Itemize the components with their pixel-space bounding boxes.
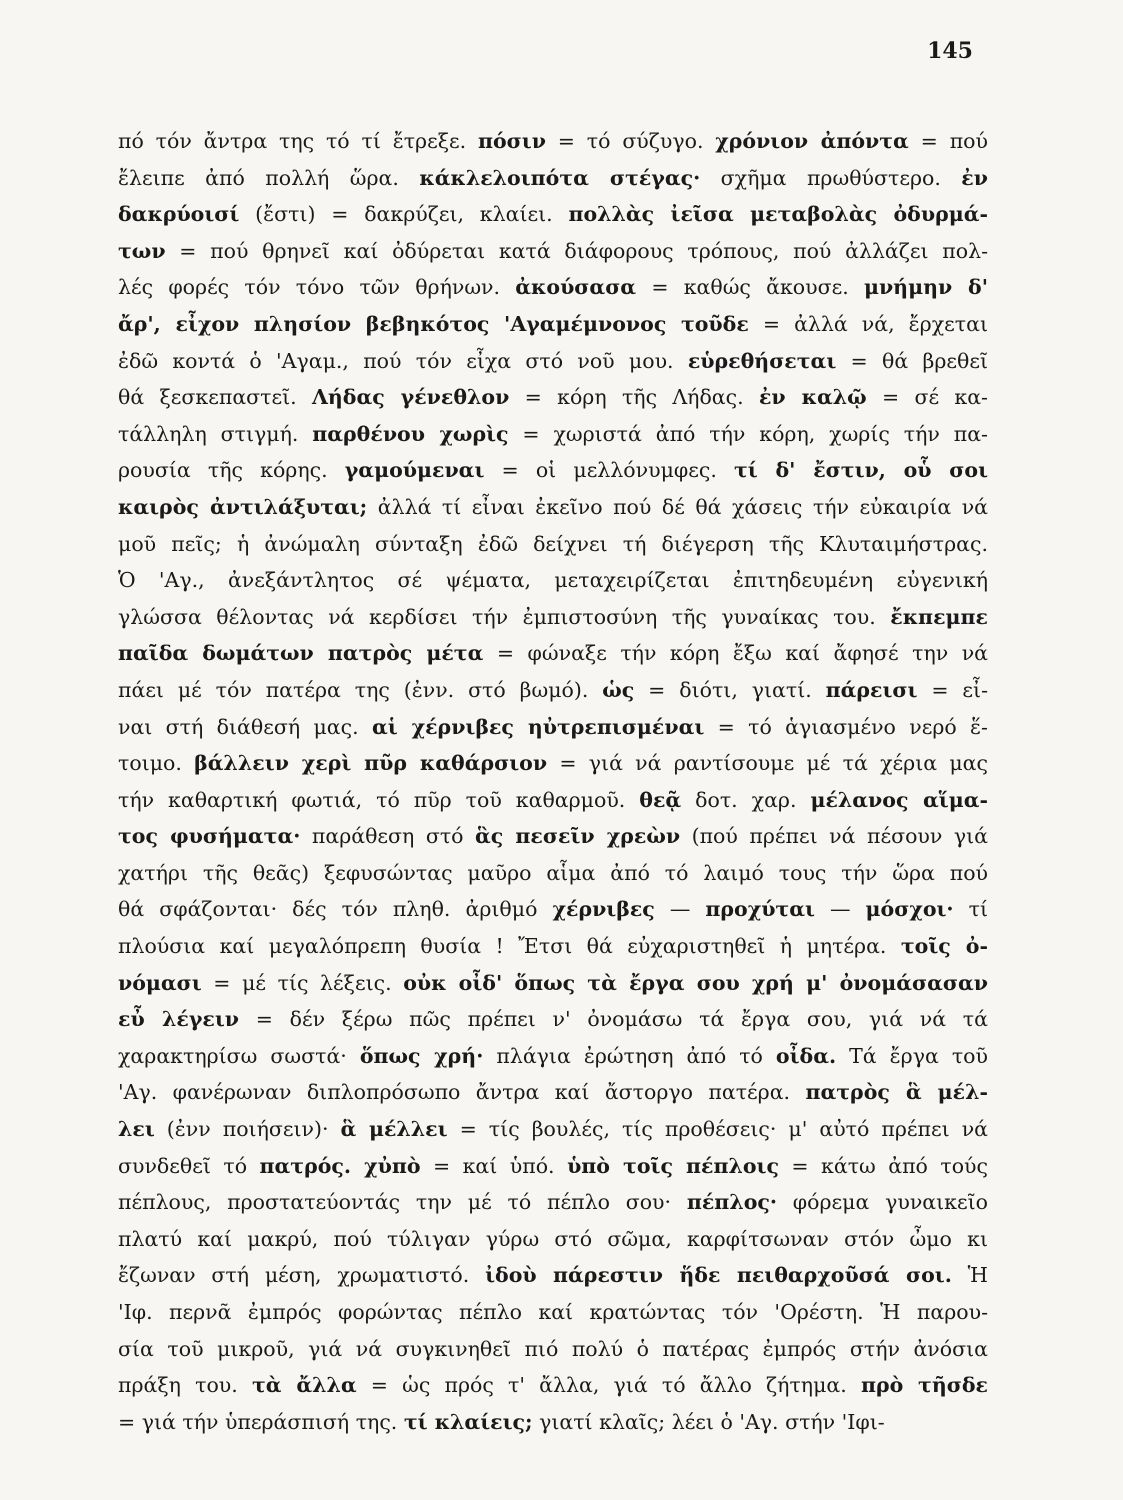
text-line — [118, 1001, 988, 1038]
text-line — [118, 855, 988, 892]
text-segment: παράθεση στό — [300, 824, 476, 849]
text-segment: = φώναξε τήν κόρη ἔξω καί ἄφησέ την νά — [483, 641, 988, 666]
text-segment: Ὁ 'Αγ., ἀνεξάντλητος σέ ψέματα, μεταχειρίζεται ἐπιτηδευμένη εὐγενική — [118, 568, 988, 593]
page-number: 145 — [927, 38, 973, 64]
bold-lemma: πέπλος· — [686, 1190, 777, 1215]
text-line — [118, 672, 988, 709]
bold-lemma: αἱ χέρνιβες ηὐτρεπισμέναι — [371, 714, 705, 739]
text-line — [118, 196, 988, 233]
text-segment: πράξη του. — [118, 1373, 252, 1398]
text-line — [118, 1184, 988, 1221]
text-segment: συνδεθεῖ τό — [118, 1153, 260, 1178]
text-line — [118, 965, 988, 1002]
text-segment: θά σφάζονται· δές τόν πληθ. ἀριθμό — [118, 897, 553, 922]
text-line — [118, 526, 988, 563]
text-segment: πλάγια ἐρώτηση ἀπό τό — [483, 1043, 776, 1068]
text-segment: 'Αγ. φανέρωναν διπλοπρόσωπο ἄντρα καί ἄστοργο πατέρα. — [118, 1080, 806, 1105]
text-line — [118, 1367, 988, 1404]
text-segment: 'Ιφ. περνᾶ ἐμπρός φορώντας πέπλο καί κρατώντας τόν 'Ορέστη. Ἡ παρου- — [118, 1300, 988, 1324]
bold-lemma: ὅπως χρή· — [359, 1043, 484, 1068]
text-line — [118, 379, 988, 416]
text-segment: = κόρη τῆς Λήδας. — [509, 385, 759, 410]
bold-lemma: ὑπὸ τοῖς πέπλοις — [567, 1153, 779, 1178]
text-segment: δοτ. χαρ. — [681, 787, 811, 812]
bold-lemma: καιρὸς ἀντιλάξυται; — [118, 494, 368, 519]
text-segment: λές φορές τόν τόνο τῶν θρήνων. — [118, 275, 516, 300]
text-segment: χατήρι τῆς θεᾶς) ξεφυσώντας μαῦρο αἷμα ἀπό τό λαιμό τους τήν ὥρα πού — [118, 860, 988, 885]
bold-lemma: των — [118, 238, 166, 263]
text-segment: πλατύ καί μακρύ, πού τύλιγαν γύρω στό σῶμα, καρφίτσωναν στόν ὦμο κι — [118, 1226, 988, 1251]
text-line — [118, 1294, 988, 1331]
text-segment: = πού θρηνεῖ καί ὀδύρεται κατά διάφορους τρόπους, πού ἀλλάζει πολ- — [165, 238, 988, 263]
text-line — [118, 635, 988, 672]
text-line — [118, 1404, 988, 1441]
text-line — [118, 782, 988, 819]
bold-lemma: ἔκπεμπε — [890, 604, 988, 629]
text-segment: — — [654, 897, 706, 922]
text-segment: χαρακτηρίσω σωστά· — [118, 1043, 360, 1068]
text-line — [118, 1221, 988, 1258]
text-segment: = οἱ μελλόνυμφες. — [484, 458, 735, 483]
bold-lemma: ὡς — [602, 677, 635, 702]
bold-lemma: λει — [118, 1117, 155, 1142]
bold-lemma: γαμούμεναι — [344, 458, 485, 483]
bold-lemma: προχύται — [705, 897, 815, 922]
bold-lemma: οὐκ οἶδ' ὅπως τὰ ἔργα σου χρή μ' ὀνομάσασαν — [403, 970, 988, 995]
text-line — [118, 1111, 988, 1148]
text-segment: = θά βρεθεῖ — [836, 348, 988, 373]
bold-lemma: δακρύοισί — [118, 202, 240, 227]
bold-lemma: θεᾷ — [639, 787, 682, 812]
bold-lemma: μνήμην δ' — [863, 275, 988, 300]
bold-lemma: τος φυσήματα· — [118, 824, 301, 849]
text-line — [118, 233, 988, 270]
bold-lemma: ἐν — [961, 165, 988, 190]
text-segment: = τό ἁγιασμένο νερό ἕ- — [704, 714, 988, 739]
text-segment: τάλληλη στιγμή. — [118, 421, 313, 446]
text-segment: ρουσία τῆς κόρης. — [118, 458, 345, 483]
text-line — [118, 1257, 988, 1294]
text-line — [118, 562, 988, 599]
bold-lemma: πρὸ τῆσδε — [860, 1373, 988, 1398]
text-segment: πό τόν ἄντρα της τό τί ἔτρεξε. — [118, 129, 478, 153]
text-line — [118, 599, 988, 636]
text-segment: ἐδῶ κοντά ὁ 'Αγαμ., πού τόν εἶχα στό νοῦ μου. — [118, 348, 688, 373]
bold-lemma: ἐν καλῷ — [758, 385, 867, 410]
text-segment: τήν καθαρτική φωτιά, τό πῦρ τοῦ καθαρμοῦ. — [118, 787, 640, 812]
bold-lemma: οἶδα. — [775, 1043, 837, 1068]
text-segment: Ἡ — [951, 1263, 988, 1288]
bold-lemma: βάλλειν χερὶ πῦρ καθάρσιον — [194, 751, 548, 776]
text-segment: — — [814, 897, 866, 922]
text-segment: = μέ τίς λέξεις. — [201, 970, 404, 995]
text-segment: τί — [953, 897, 988, 922]
text-segment: σία τοῦ μικροῦ, γιά νά συγκινηθεῖ πιό πολύ ὁ πατέρας ἐμπρός στήν ἀνόσια — [118, 1336, 988, 1361]
text-segment: = γιά τήν ὑπεράσπισή της. — [118, 1409, 404, 1434]
bold-lemma: πάρεισι — [825, 677, 918, 702]
bold-lemma: χρόνιον ἀπόντα — [715, 129, 909, 153]
text-segment: = καί ὑπό. — [420, 1153, 568, 1178]
bold-lemma: τί κλαίεις; — [403, 1409, 533, 1434]
text-segment: = τό σύζυγο. — [545, 129, 716, 153]
bold-lemma: εὑρεθήσεται — [687, 348, 837, 373]
text-segment: σχῆμα πρωθύστερο. — [700, 165, 962, 190]
bold-lemma: ἰδοὺ πάρεστιν ἥδε πειθαρχοῦσά σοι. — [485, 1263, 952, 1288]
text-line — [118, 818, 988, 855]
text-line — [118, 709, 988, 746]
text-line — [118, 891, 988, 928]
bold-lemma: χέρνιβες — [552, 897, 655, 922]
bold-lemma: τί δ' ἔστιν, οὗ σοι — [734, 458, 988, 483]
text-segment: = πού — [908, 129, 988, 153]
text-line — [118, 416, 988, 453]
bold-lemma: ἀκούσασα — [515, 275, 637, 300]
text-segment: Τά ἔργα τοῦ — [836, 1043, 988, 1068]
text-segment: = τίς βουλές, τίς προθέσεις· μ' αὐτό πρέπει νά — [447, 1117, 988, 1142]
text-segment: (ἐνν ποιήσειν)· — [154, 1117, 341, 1142]
bold-lemma: ἃς πεσεῖν χρεὼν — [475, 824, 681, 849]
text-line — [118, 489, 988, 526]
text-segment: ναι στή διάθεσή μας. — [118, 714, 372, 739]
bold-lemma: πατρὸς ἃ μέλ- — [805, 1080, 988, 1105]
text-segment: φόρεμα γυναικεῖο — [776, 1190, 988, 1215]
bold-lemma: πολλὰς ἰεῖσα μεταβολὰς ὀδυρμά- — [568, 202, 988, 227]
text-line — [118, 123, 988, 160]
text-line — [118, 452, 988, 489]
text-segment: μοῦ πεῖς; ἡ ἀνώμαλη σύνταξη ἐδῶ δείχνει τή διέγερση τῆς Κλυταιμήστρας. — [118, 531, 988, 556]
bold-lemma: Λήδας γένεθλον — [312, 385, 510, 410]
text-line — [118, 343, 988, 380]
text-segment: = διότι, γιατί. — [634, 677, 826, 702]
text-segment: = καθώς ἄκουσε. — [636, 275, 864, 300]
text-segment: θά ξεσκεπαστεῖ. — [118, 385, 312, 410]
bold-lemma: πατρός. χὐπὸ — [259, 1153, 421, 1178]
bold-lemma: πόσιν — [478, 129, 546, 153]
text-segment: πέπλους, προστατεύοντάς την μέ τό πέπλο σου· — [118, 1190, 687, 1215]
bold-lemma: ἄρ', εἶχον πλησίον βεβηκότος 'Αγαμέμνονος τοῦδε — [118, 311, 749, 336]
text-line — [118, 269, 988, 306]
text-segment: ἔζωναν στή μέση, χρωματιστό. — [118, 1263, 486, 1288]
bold-lemma: νόμασι — [118, 970, 202, 995]
bold-lemma: παῖδα δωμάτων πατρὸς μέτα — [118, 641, 484, 666]
text-line — [118, 1148, 988, 1185]
bold-lemma: μέλανος αἵμα- — [810, 787, 988, 812]
text-segment: (πού πρέπει νά πέσουν γιά — [680, 824, 988, 849]
text-line — [118, 1074, 988, 1111]
text-line — [118, 306, 988, 343]
text-segment: (ἔστι) = δακρύζει, κλαίει. — [239, 202, 569, 227]
text-line — [118, 160, 988, 197]
text-line — [118, 745, 988, 782]
text-line — [118, 1038, 988, 1075]
text-segment: = γιά νά ραντίσουμε μέ τά χέρια μας — [547, 751, 988, 776]
bold-lemma: μόσχοι· — [865, 897, 954, 922]
text-segment: πάει μέ τόν πατέρα της (ἐνν. στό βωμό). — [118, 677, 603, 702]
text-line — [118, 928, 988, 965]
text-segment: = ὡς πρός τ' ἄλλα, γιά τό ἄλλο ζήτημα. — [356, 1373, 861, 1398]
bold-lemma: παρθένου χωρὶς — [312, 421, 509, 446]
commentary-text — [118, 123, 988, 1440]
bold-lemma: κάκλελοιπότα στέγας· — [419, 165, 701, 190]
text-segment: = εἶ- — [917, 677, 988, 702]
text-segment: γιατί κλαῖς; λέει ὁ 'Αγ. στήν 'Ιφι- — [532, 1409, 885, 1434]
bold-lemma: τὰ ἄλλα — [251, 1373, 357, 1398]
text-segment: γλώσσα θέλοντας νά κερδίσει τήν ἐμπιστοσύνη τῆς γυναίκας του. — [118, 604, 891, 629]
text-segment: = δέν ξέρω πῶς πρέπει ν' ὀνομάσω τά ἔργα σου, γιά νά τά — [239, 1007, 988, 1032]
text-segment: = ἀλλά νά, ἔρχεται — [748, 311, 988, 336]
text-segment: τοιμο. — [118, 751, 195, 776]
bold-lemma: ἃ μέλλει — [340, 1117, 448, 1142]
text-segment: = κάτω ἀπό τούς — [778, 1153, 988, 1178]
text-segment: ἀλλά τί εἶναι ἐκεῖνο πού δέ θά χάσεις τήν εὐκαιρία νά — [367, 494, 988, 519]
bold-lemma: τοῖς ὀ- — [900, 934, 988, 959]
text-segment: = χωριστά ἀπό τήν κόρη, χωρίς τήν πα- — [508, 421, 988, 446]
text-segment: πλούσια καί μεγαλόπρεπη θυσία ! Ἔτσι θά εὐχαριστηθεῖ ἡ μητέρα. — [118, 934, 901, 959]
text-line — [118, 1331, 988, 1368]
bold-lemma: εὖ λέγειν — [118, 1007, 240, 1032]
text-segment: ἔλειπε ἀπό πολλή ὥρα. — [118, 165, 420, 190]
text-segment: = σέ κα- — [866, 385, 988, 410]
